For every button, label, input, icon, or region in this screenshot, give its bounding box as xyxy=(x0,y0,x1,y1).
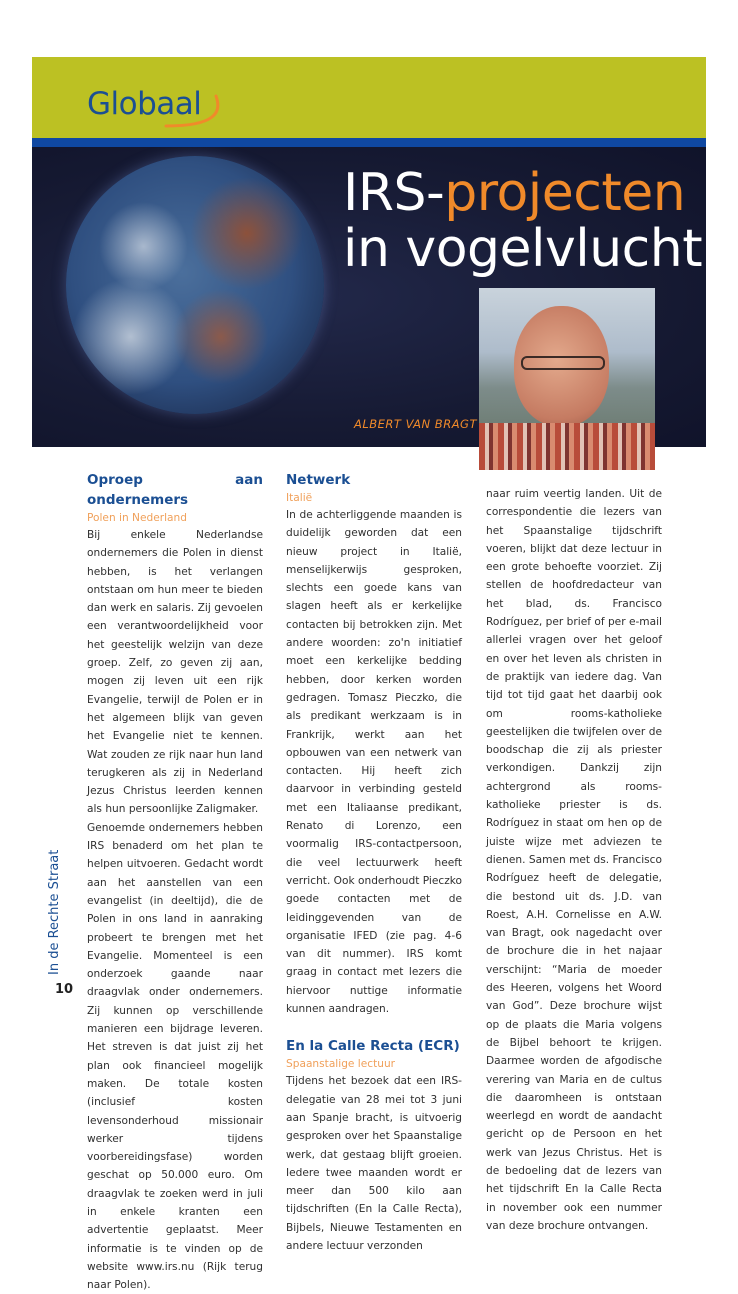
article-paragraph: In de achterliggende maanden is duidelijk geworden dat een nieuw project in Italië, menselijkerwijs gesproken, slechts een goede kans van slagen heeft als er kerkelijke contacten bij betrokken zijn. Met andere woorden: zo'n initiatief moet een kerkelijke bedding hebben, door kerken worden gedragen. Tomasz Pieczko, die als predikant werkzaam is in Frankrijk, werkt aan het opbouwen van een netwerk van contacten. Hij heeft zich daarvoor in verbinding gesteld met een Italiaanse predikant, Renato di Lorenzo, een voormalig IRS-contactpersoon, die veel lectuurwerk heeft verricht. Ook onderhoudt Pieczko goede contacten met de leidinggevenden van de organisatie IFED (zie pag. 4-6 van dit nummer). IRS komt graag in contact met lezers die hiervoor nuttige informatie kunnen aandragen. xyxy=(286,509,463,1016)
title-part2: projecten xyxy=(444,163,686,223)
swoosh-decoration-icon xyxy=(158,92,228,132)
section-title: Globaal xyxy=(87,86,202,122)
blue-stripe xyxy=(32,138,706,147)
article-paragraph: Bij enkele Nederlandse ondernemers die Polen in dienst hebben, is het verlangen ontstaan om hun meer te bieden dan werk en salaris. Zij gevoelen een verantwoordelijkheid voor het geestelijk welzijn van deze groep. Zelf, zo geven zij aan, mogen zij leven uit een rijk Evangelie, terwijl de Polen er in het algemeen blijk van geven het Evangelie niet te kennen. Wat zouden ze rijk naar hun land terugkeren als zij in Nederland Jezus Christus leerden kennen als hun persoonlijke Zaligmaker. xyxy=(87,529,263,816)
article-paragraph: Tijdens het bezoek dat een IRS-delegatie van 28 mei tot 3 juni aan Spanje bracht, is uitvoerig gesproken over het Spaanstalige werk, dat gestaag blijft groeien. Iedere twee maanden wordt er meer dan 500 kilo aan tijdschriften (En la Calle Recta), Bijbels, Nieuwe Testamenten en andere lectuur verzonden xyxy=(286,1075,462,1252)
magazine-name: In de Rechte Straat xyxy=(47,849,62,975)
title-part1: IRS- xyxy=(343,163,445,223)
earth-image xyxy=(66,156,324,414)
page-number: 10 xyxy=(55,982,74,997)
article-subheading: Polen in Nederland xyxy=(87,512,187,524)
article-subheading: Italië xyxy=(286,492,313,504)
article-title xyxy=(343,165,702,277)
article-heading: Oproep aan ondernemers xyxy=(87,472,263,508)
article-paragraph: Genoemde ondernemers hebben IRS benaderd om het plan te helpen uitvoeren. Gedacht wordt aan het aanstellen van een evangelist (in deeltijd), die de Polen in ons land in aanraking probeert te brengen met het Evangelie. Momenteel is een onderzoek gaande naar draagvlak onder ondernemers. Zij kunnen op verschillende manieren een bijdrage leveren. Het streven is dat juist zij het plan ook financieel mogelijk maken. De totale kosten (inclusief kosten levensonderhoud missionair werker tijdens voorbereidingsfase) worden geschat op 50.000 euro. Om draagvlak te zoeken werd in juli in enkele kranten een advertentie geplaatst. Meer informatie is te vinden op de website www.irs.nu (Rijk terug naar Polen). xyxy=(87,821,263,1292)
article-subheading: Spaanstalige lectuur xyxy=(286,1058,396,1071)
article-oproep xyxy=(87,470,263,1294)
article-ecr-continued xyxy=(486,485,662,1235)
article-paragraph: naar ruim veertig landen. Uit de correspondentie die lezers van het Spaanstalige tijdschrift voeren, blijkt dat deze lectuur in een grote behoefte voorziet. Zij stellen de hoofdredacteur van het blad, ds. Francisco Rodríguez, per brief of per e-mail allerlei vragen over het geloof en over het leven als christen in de praktijk van iedere dag. Van tijd tot tijd gaat het daarbij ook om rooms-katholieke geestelijken die twijfelen over de boodschap die zij als priester verkondigen. Dankzij zijn achtergrond als rooms-katholieke priester is ds. Rodríguez in staat om hen op de juiste wijze met adviezen te dienen. Samen met ds. Francisco Rodríguez heeft de delegatie, die bestond uit ds. J.D. van Roest, A.H. Cornelisse en A.W. van Bragt, ook nagedacht over de brochure die in het najaar verschijnt: “Maria de moeder des Heeren, volgens het Woord van God”. Deze brochure wijst op de plaats die Maria volgens de Bijbel behoort te krijgen. Daarmee worden de afgodische verering van Maria en de cultus die daaromheen is ontstaan weerlegd en wordt de aandacht gericht op de Persoon en het werk van Jezus Christus. Het is de bedoeling dat de lezers van het tijdschrift En la Calle Recta in november ook een nummer van deze brochure ontvangen. xyxy=(486,488,662,1232)
title-line2: in vogelvlucht xyxy=(343,219,703,279)
author-byline: ALBERT VAN BRAGT xyxy=(354,417,477,431)
author-photo xyxy=(479,288,655,470)
article-heading: Netwerk xyxy=(286,472,351,488)
author-shirt xyxy=(479,423,655,470)
article-netwerk xyxy=(286,470,462,1255)
article-heading: En la Calle Recta (ECR) xyxy=(286,1038,460,1055)
glasses xyxy=(521,356,605,370)
